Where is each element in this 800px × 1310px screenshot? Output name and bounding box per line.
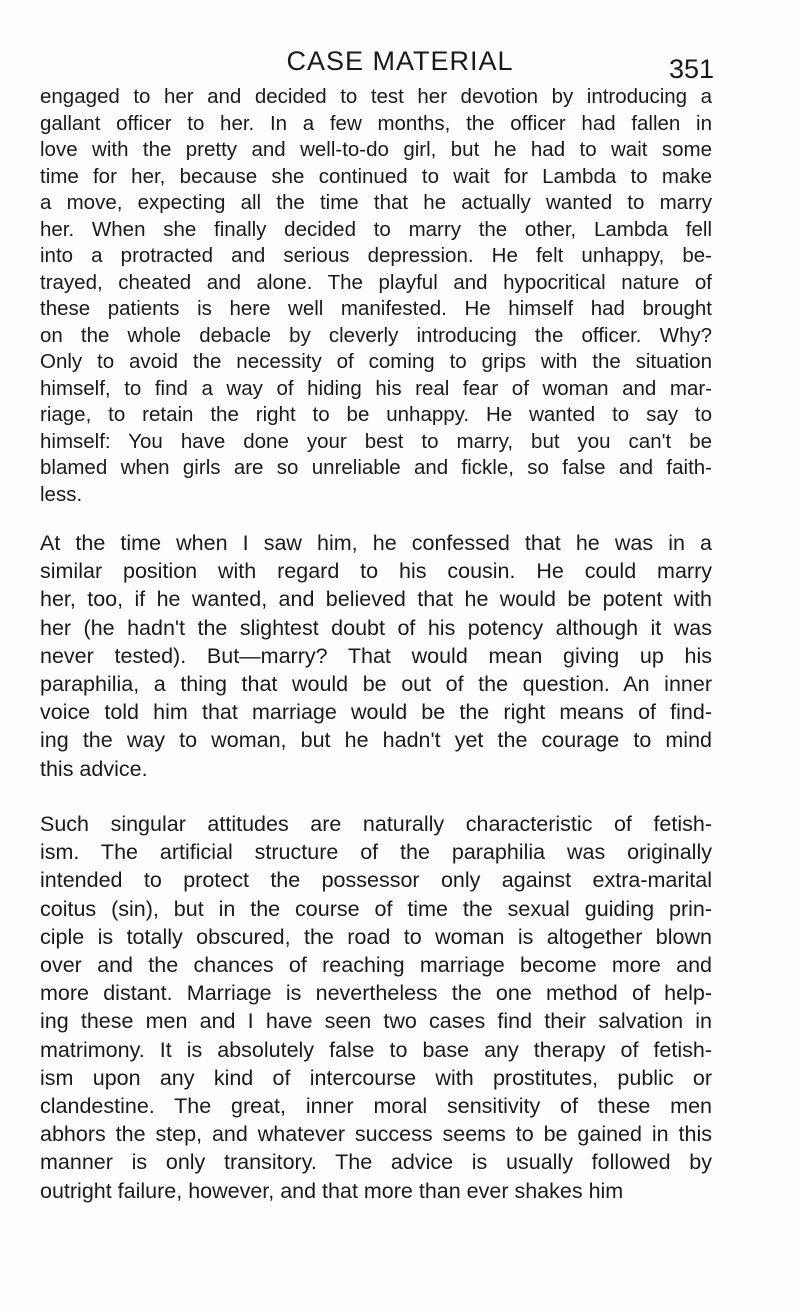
text-line: blamed when girls are so unreliable and fickle, so false and faith- [40, 456, 712, 479]
paragraph-3 [40, 810, 712, 1205]
page-number: 351 [668, 54, 714, 84]
text-line: outright failure, however, and that more than ever shakes him [40, 1178, 624, 1203]
text-line: himself, to find a way of hiding his real fear of woman and mar- [40, 376, 712, 400]
text-line: Such singular attitudes are naturally characteristic of fetish- [40, 812, 712, 836]
text-line: love with the pretty and well-to-do girl, but he had to wait some [40, 138, 712, 161]
text-line: abhors the step, and whatever success seems to be gained in this [40, 1122, 712, 1147]
text-line: never tested). But—marry? That would mean giving up his [40, 643, 712, 668]
text-line: ciple is totally obscured, the road to woman is altogether blown [40, 924, 712, 949]
text-line: her (he hadn't the slightest doubt of his potency although it was [40, 615, 712, 640]
text-line: ing these men and I have seen two cases find their salvation in [40, 1009, 712, 1034]
text-line: more distant. Marriage is nevertheless the one method of help- [40, 981, 712, 1006]
text-line: similar position with regard to his cousin. He could marry [40, 559, 712, 584]
text-line: clandestine. The great, inner moral sensitivity of these men [40, 1094, 712, 1119]
text-line: trayed, cheated and alone. The playful and hypocritical nature of [40, 270, 712, 294]
paragraph-1 [40, 84, 712, 508]
text-line: over and the chances of reaching marriage become more and [40, 953, 712, 978]
text-line: manner is only transitory. The advice is usually followed by [40, 1150, 712, 1175]
running-head [0, 44, 800, 84]
text-line: intended to protect the possessor only against extra-marital [40, 868, 712, 893]
text-line: these patients is here well manifested. He himself had brought [40, 297, 712, 320]
text-line: less. [40, 482, 83, 506]
text-line: gallant officer to her. In a few months, the officer had fallen in [40, 111, 712, 135]
text-line: Only to avoid the necessity of coming to grips with the situation [40, 350, 712, 373]
header-title: CASE MATERIAL [286, 46, 514, 76]
text-line: ism upon any kind of intercourse with prostitutes, public or [40, 1065, 712, 1090]
text-line: paraphilia, a thing that would be out of the question. An inner [40, 672, 712, 697]
text-line: this advice. [40, 756, 148, 781]
text-line: engaged to her and decided to test her devotion by introducing a [40, 85, 712, 108]
text-line: time for her, because she continued to wait for Lambda to make [40, 164, 712, 188]
text-line: on the whole debacle by cleverly introducing the officer. Why? [40, 323, 712, 347]
text-line: her, too, if he wanted, and believed that he would be potent with [40, 587, 712, 612]
text-line: At the time when I saw him, he confessed that he was in a [40, 531, 712, 555]
paragraph-2 [40, 529, 712, 783]
text-line: himself: You have done your best to marry, but you can't be [40, 429, 712, 453]
text-line: ing the way to woman, but he hadn't yet the courage to mind [40, 728, 712, 753]
text-line: matrimony. It is absolutely false to base any therapy of fetish- [40, 1037, 712, 1062]
text-line: her. When she finally decided to marry the other, Lambda fell [40, 217, 712, 241]
text-line: ism. The artificial structure of the paraphilia was originally [40, 840, 712, 865]
text-line: voice told him that marriage would be the right means of find- [40, 700, 712, 725]
text-line: riage, to retain the right to be unhappy. He wanted to say to [40, 403, 712, 426]
text-line: a move, expecting all the time that he actually wanted to marry [40, 191, 712, 214]
text-line: coitus (sin), but in the course of time the sexual guiding prin- [40, 896, 712, 921]
text-line: into a protracted and serious depression. He felt unhappy, be- [40, 244, 712, 267]
